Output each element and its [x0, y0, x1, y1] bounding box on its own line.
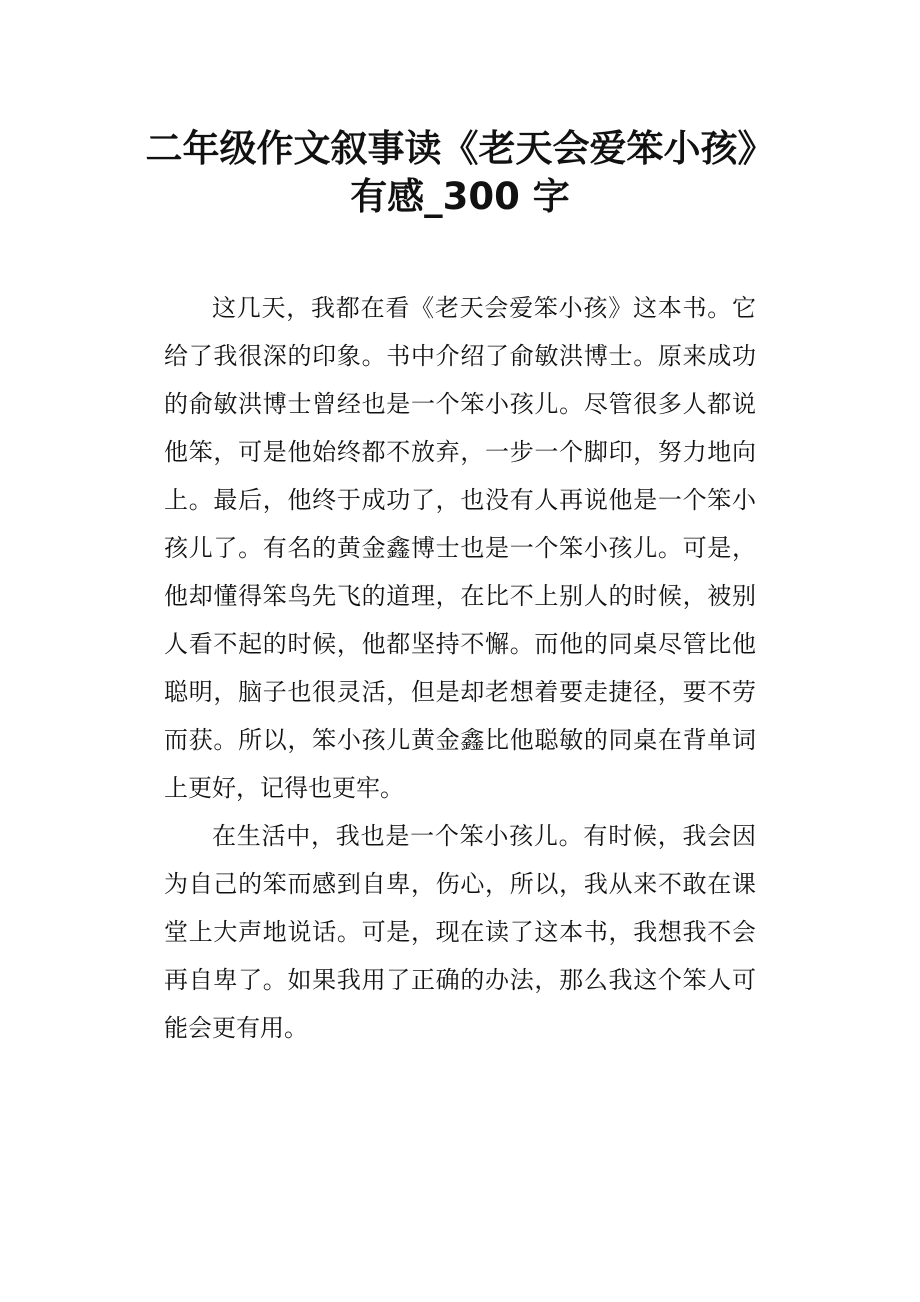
body-paragraph-1: 这几天，我都在看《老天会爱笨小孩》这本书。它给了我很深的印象。书中介绍了俞敏洪博士。原来成功的俞敏洪博士曾经也是一个笨小孩儿。尽管很多人都说他笨，可是他始终都不放弃，一步一个脚印，努力地向上。最后，他终于成功了，也没有人再说他是一个笨小孩儿了。有名的黄金鑫博士也是一个笨小孩儿。可是，他却懂得笨鸟先飞的道理，在比不上别人的时候，被别人看不起的时候，他都坚持不懈。而他的同桌尽管比他聪明，脑子也很灵活，但是却老想着要走捷径，要不劳而获。所以，笨小孩儿黄金鑫比他聪敏的同桌在背单词上更好，记得也更牢。 — [164, 294, 756, 802]
document-title-line-1: 二年级作文叙事读《老天会爱笨小孩》 — [145, 127, 775, 170]
body-paragraph-2: 在生活中，我也是一个笨小孩儿。有时候，我会因为自己的笨而感到自卑，伤心，所以，我从来不敢在课堂上大声地说话。可是，现在读了这本书，我想我不会再自卑了。如果我用了正确的办法，那么我这个笨人可能会更有用。 — [164, 822, 756, 1042]
document-title-line-2: 有感_300 字 — [350, 175, 570, 218]
document-body — [164, 284, 756, 1052]
